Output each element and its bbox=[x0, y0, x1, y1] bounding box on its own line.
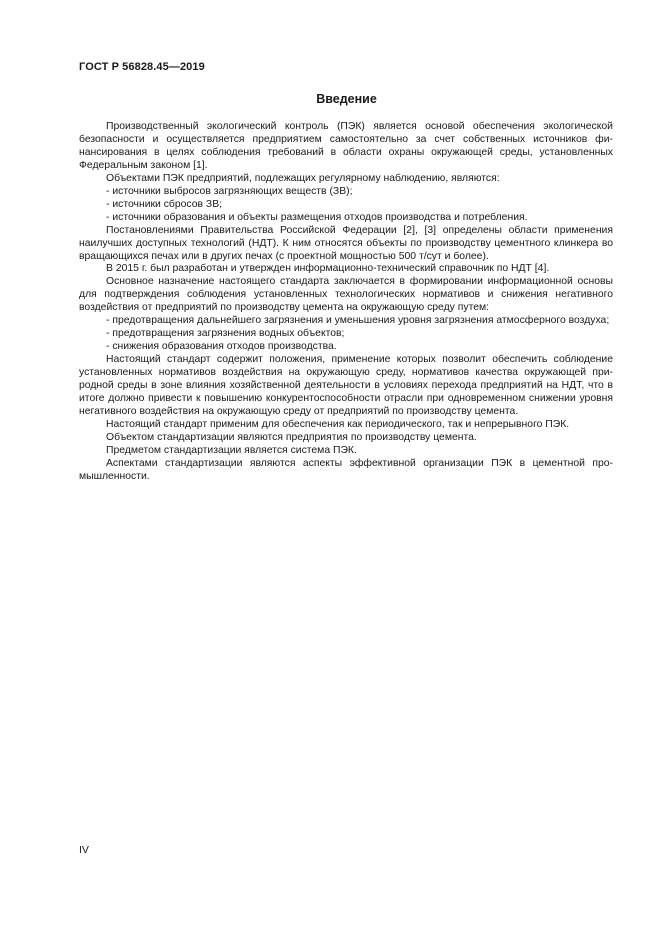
list-item: - снижения образования отходов производства. bbox=[106, 341, 337, 353]
page-number: IV bbox=[79, 844, 89, 856]
paragraph: Объектами ПЭК предприятий, подлежащих регулярному наблюдению, являются: bbox=[106, 172, 500, 184]
list-item: - источники сбросов ЗВ; bbox=[106, 198, 223, 210]
list-item: - источники образования и объекты размещения отходов производства и потребления. bbox=[106, 211, 528, 223]
paragraph: Постановлениями Правительства Российской Федерации [2], [3] определены области применения наилучших доступных технологий (НДТ). К ним относятся объекты по производству цементного клинкера во вращающихся печах или в других печах (с проектной мощностью 500 т/сут и более). bbox=[79, 224, 613, 262]
paragraph: Предметом стандартизации является система ПЭК. bbox=[106, 444, 357, 456]
section-title bbox=[0, 92, 661, 106]
paragraph: Объектом стандартизации являются предприятия по производству цемента. bbox=[106, 431, 477, 443]
list-item: - предотвращения загрязнения водных объектов; bbox=[106, 328, 345, 340]
body-text bbox=[79, 121, 613, 484]
list-item: - предотвращения дальнейшего загрязнения и уменьшения уровня загрязнения атмосферного воздуха; bbox=[106, 315, 610, 327]
document-header: ГОСТ Р 56828.45—2019 bbox=[79, 61, 205, 73]
paragraph: Настоящий стандарт применим для обеспечения как периодического, так и непрерывного ПЭК. bbox=[106, 418, 570, 430]
section-title-text: Введение bbox=[316, 92, 377, 106]
paragraph: Настоящий стандарт содержит положения, применение которых позволит обеспечить соблюдение установленных нормативов воздействия на окружающую среду, нормативов качества окружающей природной среды в зоне влияния хозяйственной деятельности в условиях перехода предприятий на НДТ, что в итоге должно привести к повышению конкурентоспособности отрасли при одновременном снижении уровня негативного воздействия на окружающую среду от предприятий по производству цемента. bbox=[79, 354, 613, 417]
paragraph: Аспектами стандартизации являются аспекты эффективной организации ПЭК в цементной промышленности. bbox=[79, 457, 613, 482]
paragraph: Основное назначение настоящего стандарта заключается в формировании информационной основы для подтверждения соблюдения установленных технологических нормативов и снижения негативного воздействия от предприятий по производству цемента на окружающую среду путем: bbox=[79, 276, 613, 314]
paragraph: Производственный экологический контроль (ПЭК) является основой обеспечения экологической безопасности и осуществляется предприятием самостоятельно за счет собственных источников финансирования в целях соблюдения требований в области охраны окружающей среды, установленных Федеральным законом [1]. bbox=[79, 121, 613, 171]
paragraph: В 2015 г. был разработан и утвержден информационно-технический справочник по НДТ [4]. bbox=[106, 263, 550, 275]
list-item: - источники выбросов загрязняющих веществ (ЗВ); bbox=[106, 185, 353, 197]
